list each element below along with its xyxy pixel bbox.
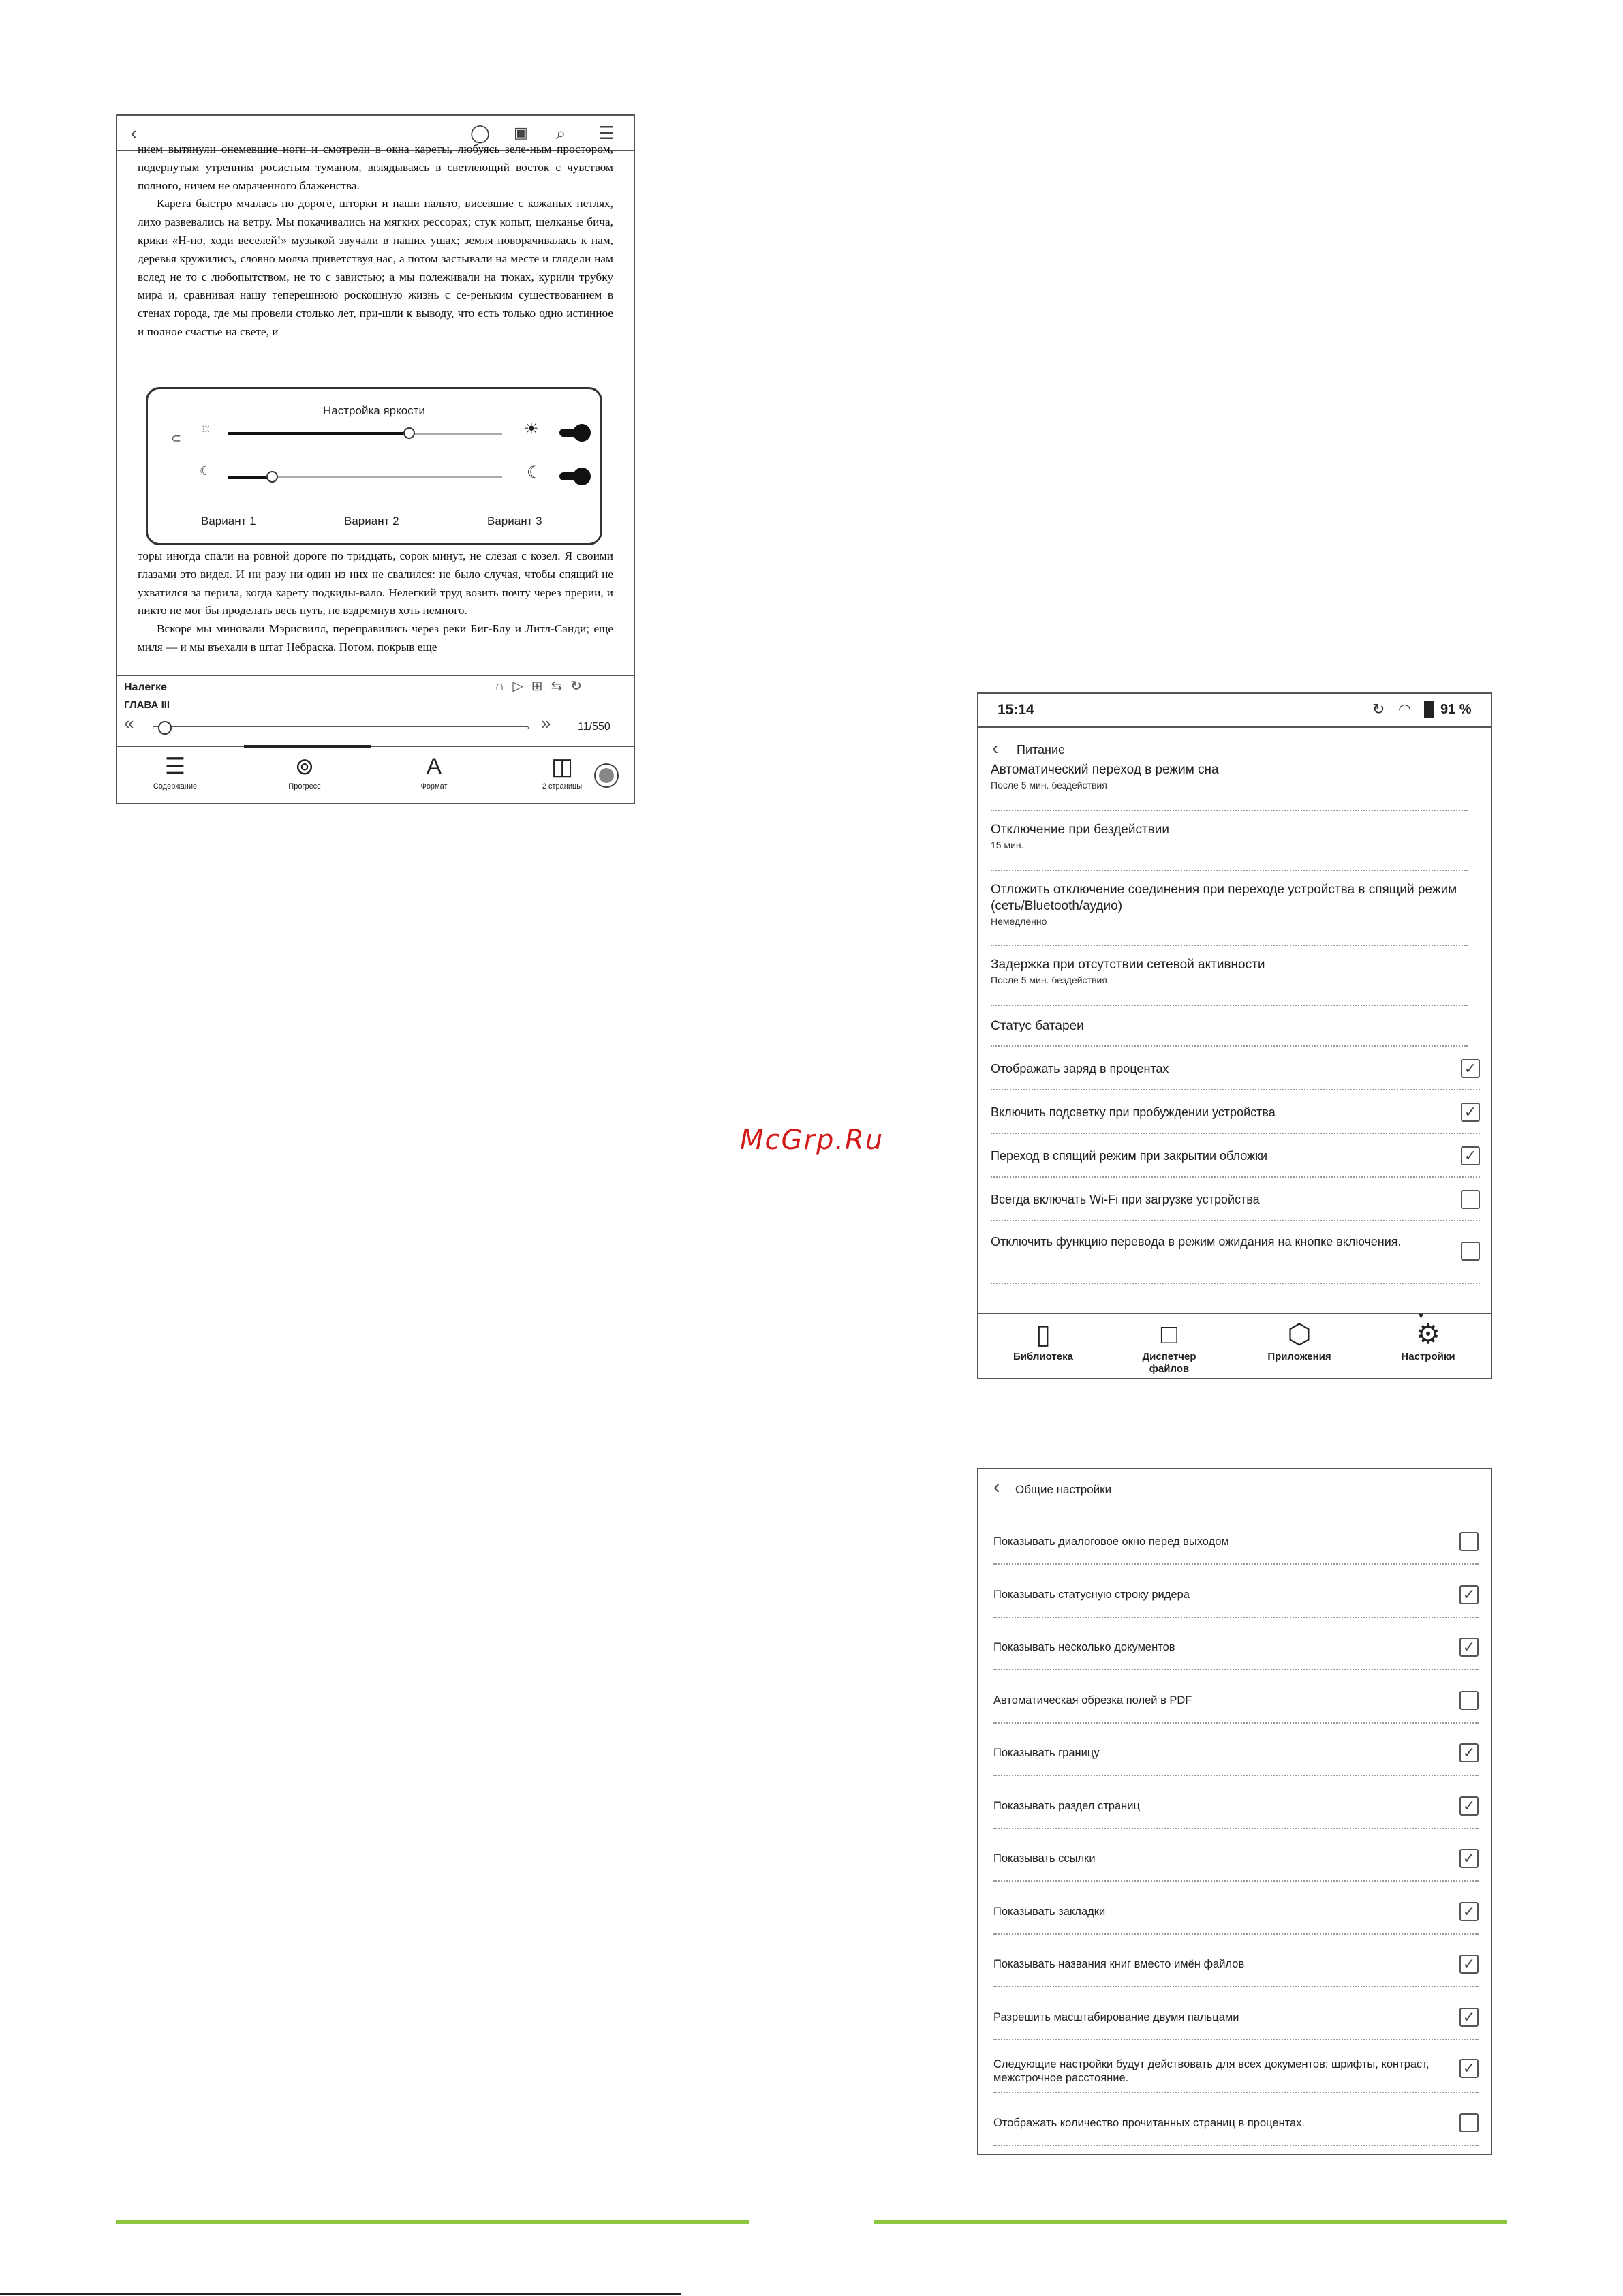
paragraph: торы иногда спали на ровной дороге по тридцать, сорок минут, не слезая с козел. Я своими глазами это видел. И ни разу ни один из них не свалился: не было случая, чтобы спящий не ухватился за перила, когда карету подкиды-вало. Нелегкий труд возить почту через прерии, и никто не мог бы проделать весь путь, не вздремнув хоть немного.: [138, 549, 613, 617]
checkbox-checked[interactable]: ✓: [1461, 1059, 1480, 1078]
nav-contents[interactable]: ☰ Содержание: [117, 747, 233, 804]
row-title: Показывать раздел страниц: [993, 1799, 1140, 1812]
row-title: Разрешить масштабирование двумя пальцами: [993, 2010, 1239, 2023]
sun-small-icon: ☼: [200, 420, 213, 435]
cold-toggle[interactable]: [559, 472, 587, 480]
settings-row[interactable]: [991, 812, 1468, 871]
warm-slider-knob[interactable]: [403, 427, 415, 439]
row-title: Следующие настройки будут действовать для всех документов: шрифты, контраст, межстрочное расстояние.: [993, 2058, 1429, 2084]
variant-2-button[interactable]: Вариант 2: [344, 515, 399, 527]
row-title: Всегда включать Wi-Fi при загрузке устройства: [991, 1193, 1260, 1206]
row-title: Показывать названия книг вместо имён файлов: [993, 1958, 1245, 1970]
warm-toggle[interactable]: [559, 429, 587, 437]
warm-slider[interactable]: [228, 433, 502, 435]
book-text: [138, 140, 613, 341]
reader-screen: [116, 114, 635, 804]
reader-nav-bar: [117, 746, 634, 804]
page-counter: 11/550: [578, 721, 610, 733]
checkbox-checked[interactable]: ✓: [1459, 1902, 1479, 1921]
footer-line-right: [874, 2220, 1507, 2224]
checkbox-checked[interactable]: ✓: [1459, 1585, 1479, 1604]
text-size-icon[interactable]: ▣: [514, 124, 528, 141]
popup-title: Настройка яркости: [323, 404, 425, 417]
nav-format[interactable]: A Формат: [376, 747, 492, 804]
settings-row[interactable]: [993, 1887, 1479, 1935]
cold-slider[interactable]: [228, 476, 502, 478]
settings-row[interactable]: [993, 1676, 1479, 1724]
checkbox-row[interactable]: [991, 1090, 1480, 1134]
link-icon[interactable]: ⊂: [171, 431, 182, 445]
home-button[interactable]: [594, 763, 619, 788]
folder-icon: □: [1160, 1319, 1178, 1349]
battery-icon: [1424, 701, 1434, 718]
settings-row[interactable]: [991, 872, 1468, 946]
page-title: Питание: [1017, 743, 1066, 756]
active-indicator-icon: ▾: [1419, 1310, 1424, 1321]
library-icon: ▯: [1035, 1319, 1051, 1349]
progress-icon: ⊚: [294, 754, 315, 780]
checkbox-row[interactable]: [991, 1134, 1480, 1178]
status-bar: [978, 694, 1491, 728]
back-icon[interactable]: ‹: [131, 123, 137, 143]
book-title: Налегке: [124, 682, 167, 693]
power-settings-screen: [977, 692, 1492, 1379]
row-title: Отключить функцию перевода в режим ожидания на кнопке включения.: [991, 1235, 1402, 1249]
checkbox-unchecked[interactable]: [1461, 1242, 1480, 1261]
nav-apps[interactable]: ⬡ Приложения: [1235, 1314, 1364, 1363]
next-chapter-icon[interactable]: »: [541, 713, 551, 733]
sync-icon: ↻: [1372, 701, 1385, 718]
paragraph: Карета быстро мчалась по дороге, шторки и наши пальто, висевшие с кожаных петлях, лихо развевались на ветру. Мы покачивались на мягких рессорах; стук копыт, щелканье бича, крики «Н-но, ходи веселей!» музыкой звучали в наших ушах; земля поворачивалась к нам, деревья кружились, словно молча приветствуя нас, а потом застывали на месте и глядели нам вслед не то с любопытством, не то с завистью; а мы полеживали на тюках, курили трубку мира и, сравнивая нашу теперешнюю роскошную жизнь с се-реньким существованием в стенах города, где мы провели столько лет, при-шли к выводу, что есть только одно истинное и полное счастье на свете, и: [138, 197, 613, 338]
battery-percent: 91 %: [1440, 702, 1472, 717]
contents-icon: ☰: [164, 754, 186, 780]
row-title: Отображать заряд в процентах: [991, 1062, 1169, 1075]
cold-slider-knob[interactable]: [266, 471, 278, 483]
paragraph: нием вытянули онемевшие ноги и смотрели в окна кареты, любуясь зеле-ным простором, подернутым утренним росистым туманом, вглядываясь в светлеющий восток с чувством полного, ничем не омраченного блаженства.: [138, 142, 613, 192]
settings-row[interactable]: [991, 1006, 1468, 1047]
settings-row[interactable]: [993, 1728, 1479, 1776]
settings-row[interactable]: [993, 1781, 1479, 1829]
settings-row[interactable]: [993, 1834, 1479, 1882]
checkbox-unchecked[interactable]: [1459, 2113, 1479, 2132]
row-title: Показывать ссылки: [993, 1852, 1096, 1865]
checkbox-row[interactable]: [991, 1221, 1480, 1284]
row-title: Автоматическая обрезка полей в PDF: [993, 1694, 1192, 1706]
row-title: Показывать диалоговое окно перед выходом: [993, 1535, 1229, 1548]
format-icon: A: [426, 754, 442, 780]
checkbox-unchecked[interactable]: [1459, 1691, 1479, 1710]
back-icon[interactable]: ‹: [993, 1476, 1000, 1497]
settings-row[interactable]: [993, 1623, 1479, 1670]
checkbox-checked[interactable]: ✓: [1459, 1849, 1479, 1868]
variant-3-button[interactable]: Вариант 3: [487, 515, 542, 527]
settings-row[interactable]: [993, 1993, 1479, 2040]
row-subtitle: Немедленно: [991, 916, 1047, 927]
general-settings-screen: [977, 1468, 1492, 2155]
settings-row[interactable]: [993, 1940, 1479, 1987]
watermark: McGrp.Ru: [740, 1124, 884, 1156]
bottom-nav: [978, 1310, 1491, 1379]
footer-line-left: [116, 2220, 749, 2224]
checkbox-checked[interactable]: ✓: [1459, 1955, 1479, 1974]
checkbox-row[interactable]: [991, 1047, 1480, 1090]
menu-icon[interactable]: ☰: [598, 123, 615, 143]
wifi-icon: ◠: [1398, 701, 1412, 718]
prev-chapter-icon[interactable]: «: [124, 713, 134, 733]
checkbox-unchecked[interactable]: [1459, 1532, 1479, 1551]
row-title: Отображать количество прочитанных страниц в процентах.: [993, 2116, 1305, 2129]
row-subtitle: После 5 мин. бездействия: [991, 975, 1107, 985]
checkbox-checked[interactable]: ✓: [1459, 1638, 1479, 1657]
search-icon[interactable]: ⌕: [556, 123, 566, 143]
row-title: Переход в спящий режим при закрытии обложки: [991, 1149, 1268, 1163]
playback-icons[interactable]: ∩▷⊞⇆↻: [495, 679, 591, 694]
moon-large-icon: ☾: [527, 463, 542, 482]
checkbox-checked[interactable]: ✓: [1461, 1103, 1480, 1122]
sun-large-icon: ☀: [524, 420, 539, 438]
row-subtitle: 15 мин.: [991, 840, 1024, 851]
paragraph: Вскоре мы миновали Мэрисвилл, переправились через реки Биг-Блу и Литл-Санди; еще миля — и мы въехали в штат Небраска. Потом, покрыв еще: [138, 622, 613, 654]
checkbox-checked[interactable]: ✓: [1459, 1796, 1479, 1816]
row-title: Задержка при отсутствии сетевой активности: [991, 958, 1265, 972]
checkbox-checked[interactable]: ✓: [1459, 2059, 1479, 2078]
reading-progress-bar[interactable]: [153, 726, 529, 729]
apps-icon: ⬡: [1287, 1319, 1312, 1349]
book-text-continued: [138, 547, 613, 657]
page-title: Общие настройки: [1015, 1483, 1112, 1496]
nav-progress[interactable]: ⊚ Прогресс: [247, 747, 362, 804]
row-title: Показывать несколько документов: [993, 1641, 1175, 1653]
row-subtitle: После 5 мин. бездействия: [991, 780, 1107, 791]
settings-row[interactable]: [993, 2098, 1479, 2146]
row-title: Отключение при бездействии: [991, 823, 1169, 837]
nav-file-manager[interactable]: □ Диспетчер файлов: [1108, 1314, 1231, 1375]
reading-progress-knob[interactable]: [158, 721, 172, 735]
checkbox-checked[interactable]: ✓: [1459, 1743, 1479, 1762]
settings-row[interactable]: [993, 1570, 1479, 1618]
settings-row[interactable]: [991, 752, 1468, 811]
brightness-popup: [146, 387, 602, 545]
checkbox-checked[interactable]: ✓: [1461, 1146, 1480, 1165]
nav-two-pages[interactable]: ◫ 2 страницы: [504, 747, 620, 804]
back-icon[interactable]: ‹: [992, 737, 999, 759]
checkbox-row[interactable]: [991, 1178, 1480, 1221]
gear-icon: ⚙: [1416, 1319, 1440, 1349]
settings-row[interactable]: [993, 1517, 1479, 1565]
moon-small-icon: ☾: [200, 464, 211, 478]
clock: 15:14: [998, 702, 1034, 718]
row-title: Показывать закладки: [993, 1905, 1106, 1918]
row-title: Статус батареи: [991, 1019, 1084, 1033]
chapter-title: ГЛАВА III: [124, 699, 170, 711]
row-title: Показывать статусную строку ридера: [993, 1588, 1190, 1601]
checkbox-unchecked[interactable]: [1461, 1190, 1480, 1209]
two-pages-icon: ◫: [551, 754, 574, 780]
page-bottom-rule: [0, 2293, 681, 2295]
row-title: Автоматический переход в режим сна: [991, 763, 1219, 777]
checkbox-checked[interactable]: ✓: [1459, 2008, 1479, 2027]
row-title: Показывать границу: [993, 1747, 1100, 1759]
settings-row[interactable]: [993, 2045, 1479, 2093]
nav-library[interactable]: ▯ Библиотека: [978, 1314, 1108, 1363]
nav-settings[interactable]: ⚙ Настройки: [1364, 1314, 1492, 1363]
row-title: Отложить отключение соединения при переходе устройства в спящий режим (сеть/Bluetooth/аудио): [991, 883, 1457, 913]
lightbulb-icon[interactable]: ◯: [470, 123, 491, 143]
row-title: Включить подсветку при пробуждении устройства: [991, 1105, 1276, 1119]
settings-row[interactable]: [991, 947, 1468, 1006]
variant-1-button[interactable]: Вариант 1: [201, 515, 256, 527]
